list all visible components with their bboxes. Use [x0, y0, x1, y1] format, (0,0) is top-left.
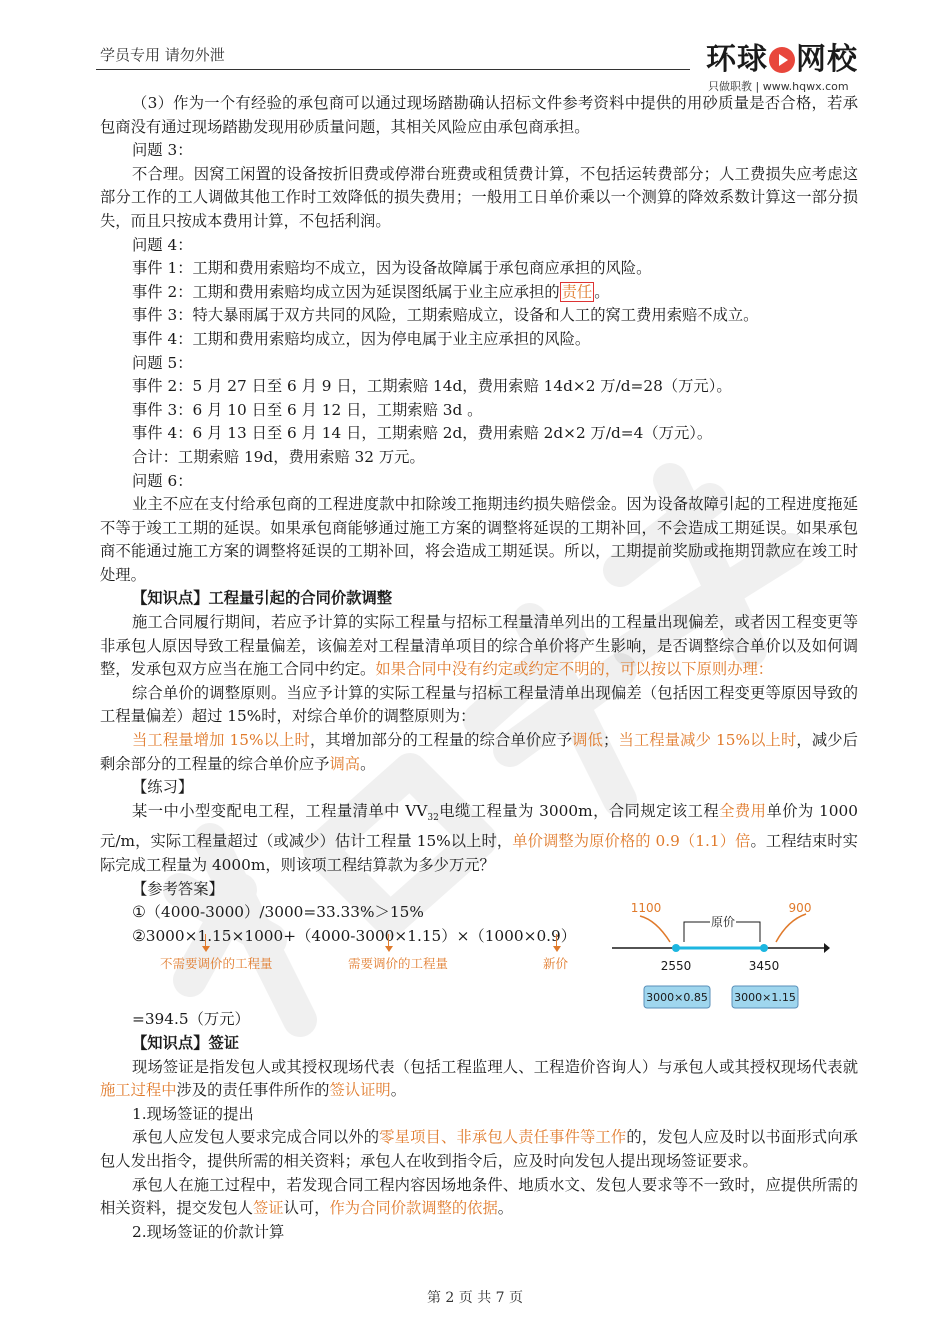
paragraph: 不合理。因窝工闲置的设备按折旧费或停滞台班费或租赁费计算，不包括运转费部分；人工费损失应考虑这部分工作的工人调做其他工作时工效降低的损失费用；一般用工日单价乘以一个测算的降效系数计算这一部分损失，而且只按成本费用计算，不包括利润。	[100, 164, 858, 230]
brand-logo	[706, 34, 876, 96]
price-adjust-diagram	[610, 896, 830, 1016]
section-heading: 【知识点】签证	[132, 1034, 240, 1053]
question-heading: 问题 3：	[132, 141, 193, 160]
paragraph: 施工合同履行期间，若应予计算的实际工程量与招标工程量清单列出的工程量出现偏差，或者因工程变更等非承包人原因导致工程量偏差，该偏差对工程量清单项目的综合单价将产生影响，是否调整综合单价以及如何调整，发承包双方应当在施工合同中约定。如果合同中没有约定或约定不明的，可以按以下原则办理：	[100, 613, 858, 679]
highlight-box: 责任	[561, 282, 593, 301]
paragraph: 事件 1：工期和费用索赔均不成立，因为设备故障属于承包商应承担的风险。	[132, 259, 652, 278]
paragraph: 业主不应在支付给承包商的工程进度款中扣除竣工拖期违约损失赔偿金。因为设备故障引起的工程进度拖延不等于竣工工期的延误。如果承包商能够通过施工方案的调整将延误的工期补回，不会造成工期延误。如果承包商不能通过施工方案的调整将延误的工期补回，将会造成工期延误。所以，工期提前奖励或拖期罚款应在竣工时处理。	[100, 495, 858, 584]
paragraph: （3）作为一个有经验的承包商可以通过现场踏勘确认招标文件参考资料中提供的用砂质量是否合格，若承包商没有通过现场踏勘发现用砂质量问题，其相关风险应由承包商承担。	[100, 94, 858, 136]
paragraph: 事件 2：工期和费用索赔均成立因为延误图纸属于业主应承担的 责任 。	[132, 282, 610, 301]
paragraph: 承包人应发包人要求完成合同以外的零星项目、非承包人责任事件等工作的，发包人应及时以书面形式向承包人发出指令，提供所需的相关资料；承包人在收到指令后，应及时向发包人提出现场签证要求。	[100, 1128, 858, 1170]
section-heading: 【知识点】工程量引起的合同价款调整	[132, 589, 393, 608]
paragraph: 当工程量增加 15%以上时，其增加部分的工程量的综合单价应予调低；当工程量减少 15%以上时，减少后剩余部分的工程量的综合单价应予调高。	[100, 731, 858, 773]
annotation-label: 需要调价的工程量	[348, 956, 449, 972]
section-heading: 【练习】	[132, 778, 194, 797]
paragraph: 合计：工期索赔 19d，费用索赔 32 万元。	[132, 447, 425, 466]
paragraph: 现场签证是指发包人或其授权现场代表（包括工程监理人、工程造价咨询人）与承包人或其授权现场代表就施工过程中涉及的责任事件所作的签认证明。	[100, 1057, 858, 1100]
mid-brace-right	[736, 922, 760, 942]
box-a-label: 3000×0.85	[646, 991, 708, 1004]
logo-wordmark: 环球 网校	[706, 42, 858, 77]
mid-brace-left	[684, 922, 710, 942]
arrow-icon	[388, 934, 389, 950]
paragraph: 事件 3：特大暴雨属于双方共同的风险，工期索赔成立，设备和人工的窝工费用索赔不成立。	[132, 306, 759, 325]
header-notice: 学员专用 请勿外泄	[100, 46, 225, 64]
header-rule	[96, 69, 690, 70]
paragraph: 综合单价的调整原则。当应予计算的实际工程量与招标工程量清单出现偏差（包括因工程变更等原因导致的工程量偏差）超过 15%时，对综合单价的调整原则为：	[100, 683, 858, 726]
arrow-icon	[556, 934, 557, 950]
point-b-label: 3450	[748, 959, 780, 973]
left-label: 1100	[630, 901, 662, 915]
paragraph: 事件 3：6 月 10 日至 6 月 12 日，工期索赔 3d 。	[132, 400, 483, 419]
section-heading: 【参考答案】	[132, 879, 224, 898]
formula-line: ②3000×1.15×1000+（4000-3000×1.15）×（1000×0.9）	[132, 926, 577, 945]
point-a-label: 2550	[660, 959, 692, 973]
right-label: 900	[788, 901, 812, 915]
page-number: 第 2 页 共 7 页	[426, 1290, 524, 1306]
box-b-label: 3000×1.15	[734, 991, 796, 1004]
subheading: 1.现场签证的提出	[132, 1104, 254, 1123]
arrow-icon	[205, 934, 206, 950]
subheading: 2.现场签证的价款计算	[132, 1222, 285, 1241]
formula-line: ①（4000-3000）/3000=33.33%＞15%	[132, 903, 424, 922]
paragraph: 承包人在施工过程中，若发现合同工程内容因场地条件、地质水文、发包人要求等不一致时，应提供所需的相关资料，提交发包人签证认可，作为合同价款调整的依据。	[100, 1175, 858, 1218]
document-body	[100, 92, 858, 1244]
paragraph: 事件 4：工期和费用索赔均成立，因为停电属于业主应承担的风险。	[132, 329, 591, 348]
annotation-label: 不需要调价的工程量	[160, 956, 273, 972]
arrow-icon	[824, 943, 830, 953]
point-b	[760, 944, 768, 952]
question-heading: 问题 6：	[132, 471, 193, 490]
point-a	[672, 944, 680, 952]
right-brace	[776, 914, 806, 942]
left-brace	[640, 916, 670, 942]
paragraph: 事件 2：5 月 27 日至 6 月 9 日，工期索赔 14d，费用索赔 14d×2 万/d=28（万元）。	[132, 377, 732, 396]
paragraph: 某一中小型变配电工程，工程量清单中 $VV_{32}$电缆工程量为 3000m，合同规定该工程全费用单价为 1000 元/m，实际工程量超过（或减少）估计工程量 15%以上时，单价调整为原价格的 0.9（1.1）倍。工程结束时实际完成工程量为 4000m，则该项工程结算款为多少万元？	[100, 801, 858, 875]
question-heading: 问题 4：	[132, 235, 193, 254]
logo-subtitle: 只做职教 | www.hqwx.com	[708, 80, 849, 93]
paragraph: 事件 4：6 月 13 日至 6 月 14 日，工期索赔 2d，费用索赔 2d×2 万/d=4（万元）。	[132, 424, 713, 443]
annotation-label: 新价	[543, 956, 569, 972]
formula-line: =394.5（万元）	[132, 1010, 250, 1029]
question-heading: 问题 5：	[132, 353, 193, 372]
play-icon	[769, 47, 795, 73]
mid-label: 原价	[710, 915, 736, 929]
